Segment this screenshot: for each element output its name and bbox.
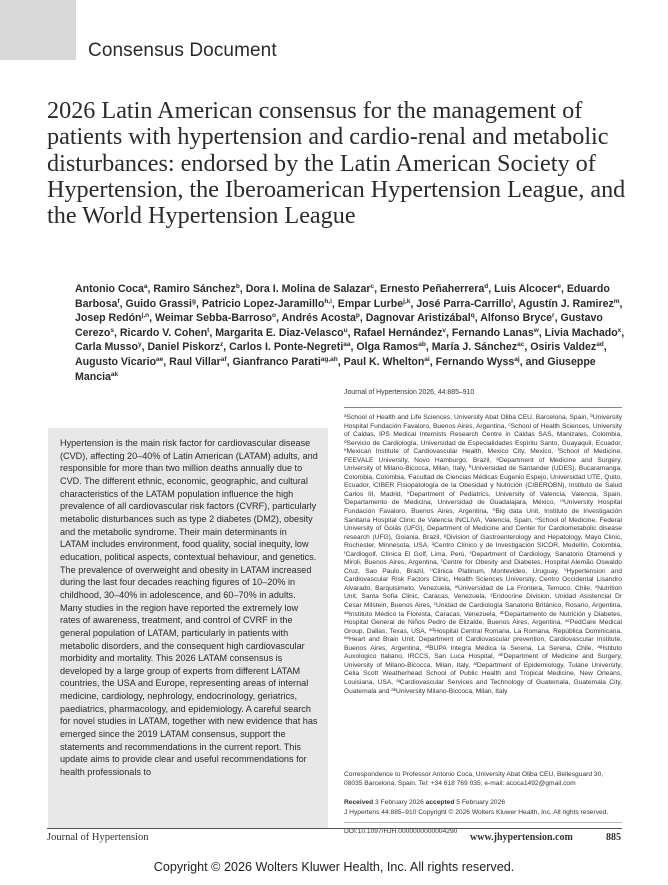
author-affiliation-mark: x <box>617 326 622 334</box>
affiliation-mark: u <box>430 566 433 572</box>
author-affiliation-mark: p <box>355 312 360 320</box>
author-name: Carla Musso <box>75 341 138 354</box>
affiliation-text: CIBER Fisiopatología de la Obesidad y Nutrición (CIBEROBN), Instituto de Salud Carlos III, Madrid, <box>344 482 622 498</box>
affiliation-text: Clinica Platinum, Montevideo, Uruguay, <box>432 567 565 575</box>
author-name: Augusto Vicario <box>75 355 157 368</box>
received-label: Received <box>344 799 374 806</box>
author-affiliation-mark: ab <box>418 341 426 349</box>
author-name: Gustavo Cerezo <box>75 312 603 339</box>
author-affiliation-mark: q <box>470 312 475 320</box>
author-name: Paul K. Whelton <box>343 355 425 368</box>
journal-reference: Journal of Hypertension 2026, 44:885–910 <box>344 389 475 396</box>
affiliation-text: PedCare Medical Group, Dallas, Texas, USA, <box>344 619 622 635</box>
author-affiliation-mark: e <box>557 283 561 290</box>
affiliations <box>344 414 622 696</box>
corner-tab <box>0 0 76 60</box>
author-affiliation-mark: f <box>117 297 120 305</box>
affiliation-mark: aj <box>396 677 400 683</box>
received-dates <box>344 799 622 808</box>
affiliation-mark: c <box>508 421 511 427</box>
author-name: Luis Alcocer <box>494 283 558 295</box>
author-affiliation-mark: af <box>220 355 227 363</box>
affiliation-mark: ac <box>565 618 570 624</box>
affiliation-mark: ah <box>498 652 504 658</box>
affiliation-mark: y <box>490 592 493 598</box>
footer-journal-url[interactable]: www.jhypertension.com <box>470 832 573 843</box>
author-affiliation-mark: z <box>219 341 224 349</box>
affiliation-text: Nutrition Unit, Santa Sofia Clinic, Caracas, Venezuela, <box>344 584 622 601</box>
affiliation-mark: z <box>433 601 437 607</box>
author-name: Agustín J. Ramirez <box>518 297 614 310</box>
affiliation-mark: ak <box>391 686 397 692</box>
author-affiliation-mark: u <box>343 326 348 334</box>
footer-journal-name: Journal of Hypertension <box>47 832 149 843</box>
affiliation-text: Centre for Obesity and Diabetes, Hospital Alemão Oswaldo Cruz, Sao Paulo, Brazil, <box>344 559 622 575</box>
correspondence: Correspondence to Professor Antonio Coca, University Abat Oliba CEU, Bellesguard 30, 08035 Barcelona, Spain. Tel: +34 618 769 035; e-mail: acoca1492@gmail.com <box>344 771 604 787</box>
affiliation-mark: g <box>496 455 499 461</box>
author-name: Olga Ramos <box>356 341 419 354</box>
author-name: Raul Villar <box>169 355 221 368</box>
affiliation-mark: n <box>492 507 496 513</box>
author-affiliation-mark: d <box>484 283 489 290</box>
abstract-box <box>48 428 328 828</box>
author-affiliation-mark: ad <box>596 341 604 349</box>
affiliation-text: Facultad de Ciencias Médicas Eugenio Espejo, Universidad UTE, Quito, Ecuador, <box>344 473 623 490</box>
affiliation-mark: i <box>407 472 409 478</box>
bottom-copyright: Copyright © 2026 Wolters Kluwer Health, Inc. All rights reserved. <box>153 860 515 874</box>
column-top-rule <box>344 407 622 408</box>
author-conjunction: and <box>525 355 545 368</box>
author-affiliation-mark: v <box>442 326 446 334</box>
affiliation-mark: m <box>560 498 564 504</box>
affiliation-mark: af <box>425 643 430 649</box>
author-name: Daniel Piskorz <box>147 341 220 354</box>
author-name: Osiris Valdez <box>530 341 597 354</box>
footer-rule <box>47 828 622 829</box>
received-date: 3 February 2026 <box>375 799 424 806</box>
affiliation-text: University Hospital Fundación Favaloro, Buenos Aires, Argentina, <box>344 499 622 516</box>
author-name: Livia Machado <box>544 326 618 339</box>
affiliation-text: School of Medicine, Federal University of Goiás (UFG), Department of Medicine and Center for Cardiometabolic disease research (UFG), Goiania, Brazil, <box>344 516 622 541</box>
author-name: Fernando Wyss <box>435 355 515 368</box>
affiliation-mark: a <box>344 413 347 418</box>
author-affiliation-mark: y <box>138 341 142 349</box>
affiliation-text: Department of Pediatrics, University of Valencia, Valencia, Spain, <box>409 490 622 498</box>
affiliation-text: Mexican Institute of Cardiovascular Health, Mexico City, Mexico, <box>346 448 558 456</box>
affiliation-text: Cardiogolf, Clínica El Golf, Lima, Perú, <box>345 550 470 558</box>
affiliation-mark: ag <box>597 643 603 649</box>
author-affiliation-mark: a <box>143 283 148 290</box>
affiliation-text: Centro Clínico y de Investigación SICOR, Medellín, Colombia, <box>434 542 622 550</box>
article-copyright: J Hypertens 44:885–910 Copyright © 2026 Wolters Kluwer Health, Inc. All rights reserved. <box>344 809 609 816</box>
affiliation-mark: e <box>344 447 347 453</box>
author-affiliation-mark: ag,ah <box>320 355 338 363</box>
affiliation-text: Department of Cardiology, Sanatorio Otamendi y Miroli, Buenos Aires, Argentina, <box>344 550 622 567</box>
author-name: Rafael Hernández <box>353 326 443 339</box>
affiliation-mark: k <box>407 489 410 495</box>
abstract-text: Hypertension is the main risk factor for cardiovascular disease (CVD), affecting 20–40% of Latin American (LATAM) adults, and responsible for more than two million deaths annually due to CVD. The different ethnic, economic, geographic, and cultural characteristics of the LATAM population influence the high prevalence of all cardiovascular risk factors (CVRF), particularly metabolic disturbances such as type 2 diabetes (DM2), obesity and the metabolic syndrome. Their main determinants in LATAM includes environment, food quality, social inequity, low education, political aspects, contextual behaviour, and genetics. The prevalence of overweight and obesity in LATAM increased during the last four decades reaching figures of 10–20% in childhood, 30–40% in adolescence, and 60–70% in adults. Many studies in the region have reported the extremely low rates of awareness, treatment, and control of CVRF in the general population of LATAM, particularly in patients with metabolic disorders, and the consequent high cardiovascular morbidity and mortality. This 2026 LATAM consensus is developed by a large group of experts from different LATAM countries, the USA and Europe, representing areas of internal medicine, cardiology, nephrology, endocrinology, geriatrics, paediatrics, pharmacology, and epidemiology. A careful search for novel studies in LATAM, together with new evidence that has emerged since the 2019 LATAM consensus, support the statements and recommendations in the current report. This update aims to provide clear and useful recommendations for health professionals to <box>60 438 318 778</box>
affiliation-text: Departamento de Nutrición y Diabetes, Hospital General de Niños Pedro de Elizalde, Buenos Aires, Argentina, <box>344 610 622 627</box>
affiliation-text: BUPA Integra Médica la Serena, La Serena, Chile, <box>429 644 598 652</box>
affiliation-mark: s <box>469 549 472 555</box>
affiliation-mark: b <box>590 413 593 418</box>
section-label: Consensus Document <box>88 40 277 61</box>
affiliation-text: Instituto Médico la Floresta, Caracas, Venezuela, <box>349 610 500 618</box>
affiliation-text: Department of Epidemiology, Tulane University, Celia Scott Weatherhead School of Public Health and Tropical Medicine, New Orleans, Louisiana, USA, <box>344 661 622 686</box>
author-name: Ricardo V. Cohen <box>119 326 208 339</box>
author-affiliation-mark: w <box>533 326 539 334</box>
affiliation-text: Endocrine Division, Unidad Asistencial Dr Cesar Milstein, Buenos Aires, <box>344 593 622 610</box>
author-name: Empar Lurbe <box>337 297 404 310</box>
author-affiliation-mark: r <box>552 312 555 320</box>
author-name: Alfonso Bryce <box>480 312 553 325</box>
author-affiliation-mark: c <box>370 283 375 290</box>
author-name: María J. Sánchez <box>431 341 518 354</box>
author-affiliation-mark: g <box>191 297 196 305</box>
author-affiliation-mark: h,i <box>324 297 332 305</box>
author-affiliation-mark: ae <box>156 355 164 363</box>
author-name: Gianfranco Parati <box>232 355 321 368</box>
affiliation-text: Big data Unit, Instituto de Investigación Sanitaria Hospital Clinic de Valencia INCLIVA, Valencia, Spain, <box>344 508 622 524</box>
affiliation-text: Hospital Central Romana, La Romana, República Dominicana, <box>434 627 622 635</box>
affiliation-mark: f <box>557 447 559 453</box>
affiliation-mark: w <box>454 583 458 589</box>
author-list: Antonio Coca$^a$, Ramiro Sánchez$^b$, Dora I. Molina de Salazar$^c$, Ernesto Peñaherrera$^d$, Luis Alcocer$^e$, Eduardo Barbosa$^f$, Guido Grassi$^g$, Patricio Lopez-Jaramillo$^{h,i}$, Empar Lurbe$^{j,k}$, José Parra-Carrillo$^l$, Agustín J. Ramirez$^m$, Josep Redón$^{j,n}$, Weimar Sebba-Barroso$^o$, Andrés Acosta$^p$, Dagnovar Aristizábal$^q$, Alfonso Bryce$^r$, Gustavo Cerezo$^s$, Ricardo V. Cohen$^t$, Margarita E. Diaz-Velasco$^u$, Rafael Hernández$^v$, Fernando Lanas$^w$, Livia Machado$^x$, Carla Musso$^y$, Daniel Piskorz$^z$, Carlos I. Ponte-Negreti$^{aa}$, Olga Ramos$^{ab}$, María J. Sánchez$^{ac}$, Osiris Valdez$^{ad}$, Augusto Vicario$^{ae}$, Raul Villar$^{af}$, Gianfranco Parati$^{ag,ah}$, Paul K. Whelton$^{ai}$, Fernando Wyss$^{aj}$, and Giuseppe Mancia$^{ak}$ <box>75 283 625 383</box>
affiliation-mark: ai <box>473 660 477 666</box>
author-name: Andrés Acosta <box>281 312 356 325</box>
affiliation-mark: r <box>344 549 346 555</box>
author-name: Dora I. Molina de Salazar <box>245 283 371 295</box>
author-affiliation-mark: aa <box>343 341 351 349</box>
affiliation-mark: ab <box>499 609 505 615</box>
author-name: Ramiro Sánchez <box>153 283 236 295</box>
affiliation-text: University Milano-Biccoca, Milan, Italy <box>396 687 508 695</box>
affiliation-mark: aa <box>344 609 350 615</box>
author-name: Carlos I. Ponte-Negreti <box>229 341 344 354</box>
author-affiliation-mark: s <box>110 326 114 334</box>
affiliation-text: Unidad de Cardiología Sanatorio Británico, Rosario, Argentina, <box>436 602 622 610</box>
affiliation-mark: ad <box>429 626 435 632</box>
author-affiliation-mark: ak <box>110 370 119 378</box>
column-bottom-rule <box>344 822 622 823</box>
affiliation-mark: x <box>595 583 598 589</box>
affiliation-text: Division of Gastroenterology and Hepatology, Mayo Clinic, Rochester, Minnesota, USA, <box>344 533 622 550</box>
author-name: Ernesto Peñaherrera <box>380 283 485 295</box>
author-name: Dagnovar Aristizábal <box>365 312 471 325</box>
author-affiliation-mark: j,k <box>403 297 411 305</box>
author-affiliation-mark: b <box>235 283 240 290</box>
doi-link[interactable]: DOI:10.1097/HJH.0000000000004290 <box>344 828 458 835</box>
affiliation-text: Department of Medicine and Surgery, University of Milano-Bicocca, Milan, Italy, <box>344 456 622 473</box>
author-name: Guido Grassi <box>125 297 192 310</box>
author-name: Antonio Coca <box>75 283 144 295</box>
author-affiliation-mark: ai <box>424 355 430 363</box>
affiliation-mark: l <box>344 498 345 504</box>
author-affiliation-mark: j,n <box>141 312 150 320</box>
author-affiliation-mark: o <box>271 312 276 320</box>
author-affiliation-mark: m <box>613 297 620 305</box>
author-name: Giuseppe Mancia <box>75 355 596 383</box>
affiliation-text: School of Medicine, FEEVALE University, Novo Hamburgo, Brazil, <box>344 448 622 464</box>
affiliation-text: Istituto Auxologico Italiano, IRCCS, San Luca Hospital, <box>344 644 622 661</box>
author-affiliation-mark: aj <box>514 355 520 363</box>
author-name: Fernando Lanas <box>451 326 534 339</box>
affiliation-text: Departamento de Medicina, Universidad de Guadalajara, México, <box>345 499 561 507</box>
affiliation-mark: h <box>468 464 472 470</box>
affiliation-text: Cardiovascular Services and Technology of Guatemala, Guatemala City, Guatemala and <box>344 678 622 695</box>
affiliation-text: Universidad de La Frontera, Temuco, Chile, <box>457 584 596 592</box>
author-affiliation-mark: l <box>511 297 513 305</box>
affiliation-text: University Hospital Fundación Favaloro, Buenos Aires, Argentina, <box>344 414 622 430</box>
author-name: Patricio Lopez-Jaramillo <box>201 297 325 310</box>
affiliation-text: School of Health Sciences, University of Caldas, IPS Medical Internists Research Centre in Caldas SAS, Manizales, Colombia, <box>344 422 623 439</box>
accepted-date: 5 February 2026 <box>456 799 506 806</box>
affiliation-mark: o <box>535 515 538 521</box>
affiliation-mark: j <box>372 481 374 487</box>
author-affiliation-mark: ac <box>517 341 525 349</box>
footer-page-number: 885 <box>606 832 621 843</box>
affiliation-text: Hypertension and Cardiovascular Risk Factors Clinic, Health Sciences University, Centro Occidental Lisandro Alvarado, Barquisimeto, Venezuela, <box>344 567 623 592</box>
affiliation-mark: q <box>431 541 435 547</box>
author-name: Eduardo Barbosa <box>75 283 610 310</box>
affiliation-text: School of Health and Life Sciences, University Abat Oliba CEU, Barcelona, Spain, <box>346 414 591 421</box>
article-title: 2026 Latin American consensus for the management of patients with hypertension and cardio-renal and metabolic disturbances: endorsed by the Latin American Society of Hypertension, the Iberoamerican Hypertension League, and the World Hypertension League <box>47 97 626 230</box>
affiliation-mark: t <box>441 558 443 564</box>
affiliation-text: Universidad de Santander (UDES), Bucaramanga, Colombia, Colombia, <box>344 465 622 481</box>
affiliation-text: Heart and Brain Unit, Department of Cardiovascular prevention, Cardiovascular Institute, Buenos Aires, Argentina, <box>344 636 622 652</box>
affiliation-mark: d <box>344 438 347 444</box>
affiliation-mark: ae <box>344 635 350 641</box>
author-name: Weimar Sebba-Barroso <box>155 312 272 325</box>
author-affiliation-mark: t <box>207 326 210 334</box>
affiliation-text: Servicio de Cardiología, Universidad de Especialidades Espíritu Santo, Guayaquil, Ecuador, <box>346 439 622 447</box>
author-name: José Parra-Carrillo <box>416 297 512 310</box>
affiliation-mark: p <box>443 532 447 538</box>
author-name: Josep Redón <box>75 312 142 325</box>
affiliation-mark: v <box>564 566 567 572</box>
affiliation-text: Department of Medicine and Surgery, University of Milano-Bicocca, Milan, Italy, <box>344 653 623 669</box>
author-name: Margarita E. Diaz-Velasco <box>215 326 344 339</box>
accepted-label: accepted <box>425 799 455 806</box>
